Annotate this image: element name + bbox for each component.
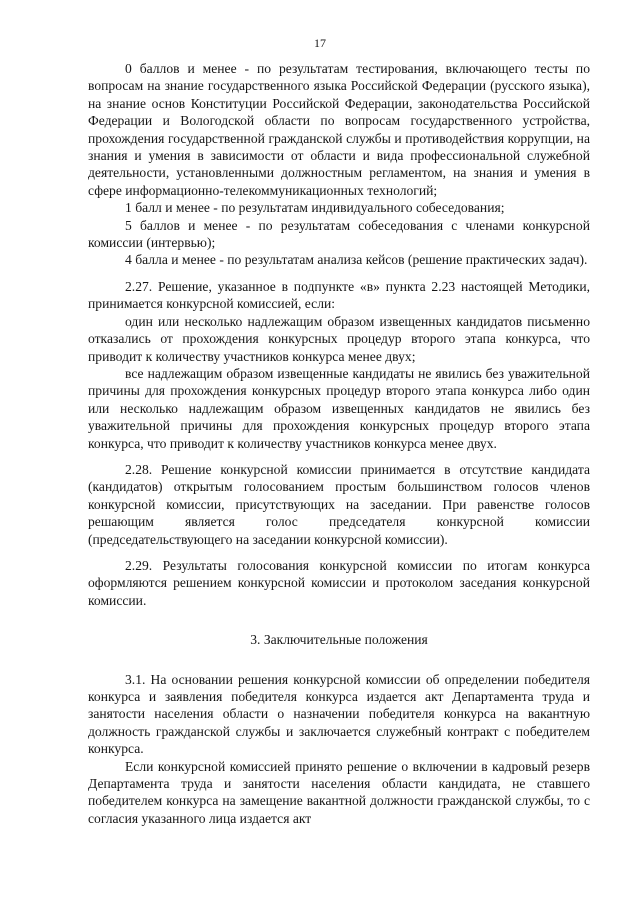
- paragraph-score-cases: 4 балла и менее - по результатам анализа кейсов (решение практических задач).: [125, 252, 588, 268]
- paragraph-2-27: 2.27. Решение, указанное в подпункте «в» пункта 2.23 настоящей Методики, принимается конкурсной комиссией, если:: [88, 278, 590, 312]
- section-heading-final-provisions: 3. Заключительные положения: [250, 632, 428, 648]
- paragraph-3-1: 3.1. На основании решения конкурсной комиссии об определении победителя конкурса и заявления победителя конкурса издается акт Департамента труда и занятости населения области о назначении победителя конкурса на вакантную должность гражданской службы и заключается служебный контракт с победителем конкурса.: [88, 671, 590, 757]
- paragraph-3-1-reserve: Если конкурсной комиссией принято решение о включении в кадровый резерв Департамента труда и занятости населения области кандидата, не ставшего победителем конкурса на замещение вакантной должности гражданской службы, то с согласия указанного лица издается акт: [88, 758, 590, 826]
- paragraph-2-27-case-refusal: один или несколько надлежащим образом извещенных кандидатов письменно отказались от прохождения конкурсных процедур второго этапа конкурса, что приводит к количеству участников конкурса менее двух;: [88, 313, 590, 364]
- paragraph-2-27-case-absence: все надлежащим образом извещенные кандидаты не явились без уважительной причины для прохождения конкурсных процедур второго этапа конкурса либо один или несколько надлежащим образом извещенных кандидатов не явились без уважительной причины для прохождения конкурсных процедур второго этапа конкурса, что приводит к количеству участников конкурса менее двух.: [88, 365, 590, 451]
- paragraph-score-interview-commission: 5 баллов и менее - по результатам собеседования с членами конкурсной комиссии (интервью);: [88, 217, 590, 251]
- paragraph-2-28: 2.28. Решение конкурсной комиссии принимается в отсутствие кандидата (кандидатов) открытым голосованием простым большинством голосов членов конкурсной комиссии, присутствующих на заседании. При равенстве голосов решающим является голос председателя конкурсной комиссии (председательствующего на заседании конкурсной комиссии).: [88, 461, 590, 547]
- paragraph-2-29: 2.29. Результаты голосования конкурсной комиссии по итогам конкурса оформляются решением конкурсной комиссии и протоколом заседания конкурсной комиссии.: [88, 557, 590, 608]
- document-body: [88, 60, 590, 827]
- paragraph-score-testing: 0 баллов и менее - по результатам тестирования, включающего тесты по вопросам на знание государственного языка Российской Федерации (русского языка), на знание основ Конституции Российской Федерации, законодательства Российской Федерации и Вологодской области по вопросам государственного устройства, прохождения государственной гражданской службы и противодействия коррупции, на знания и умения в зависимости от области и вида профессиональной служебной деятельности, установленными должностным регламентом, на знания и умения в сфере информационно-телекоммуникационных технологий;: [88, 61, 590, 198]
- paragraph-score-interview-individual: 1 балл и менее - по результатам индивидуального собеседования;: [125, 200, 505, 216]
- page-number: 17: [314, 36, 326, 50]
